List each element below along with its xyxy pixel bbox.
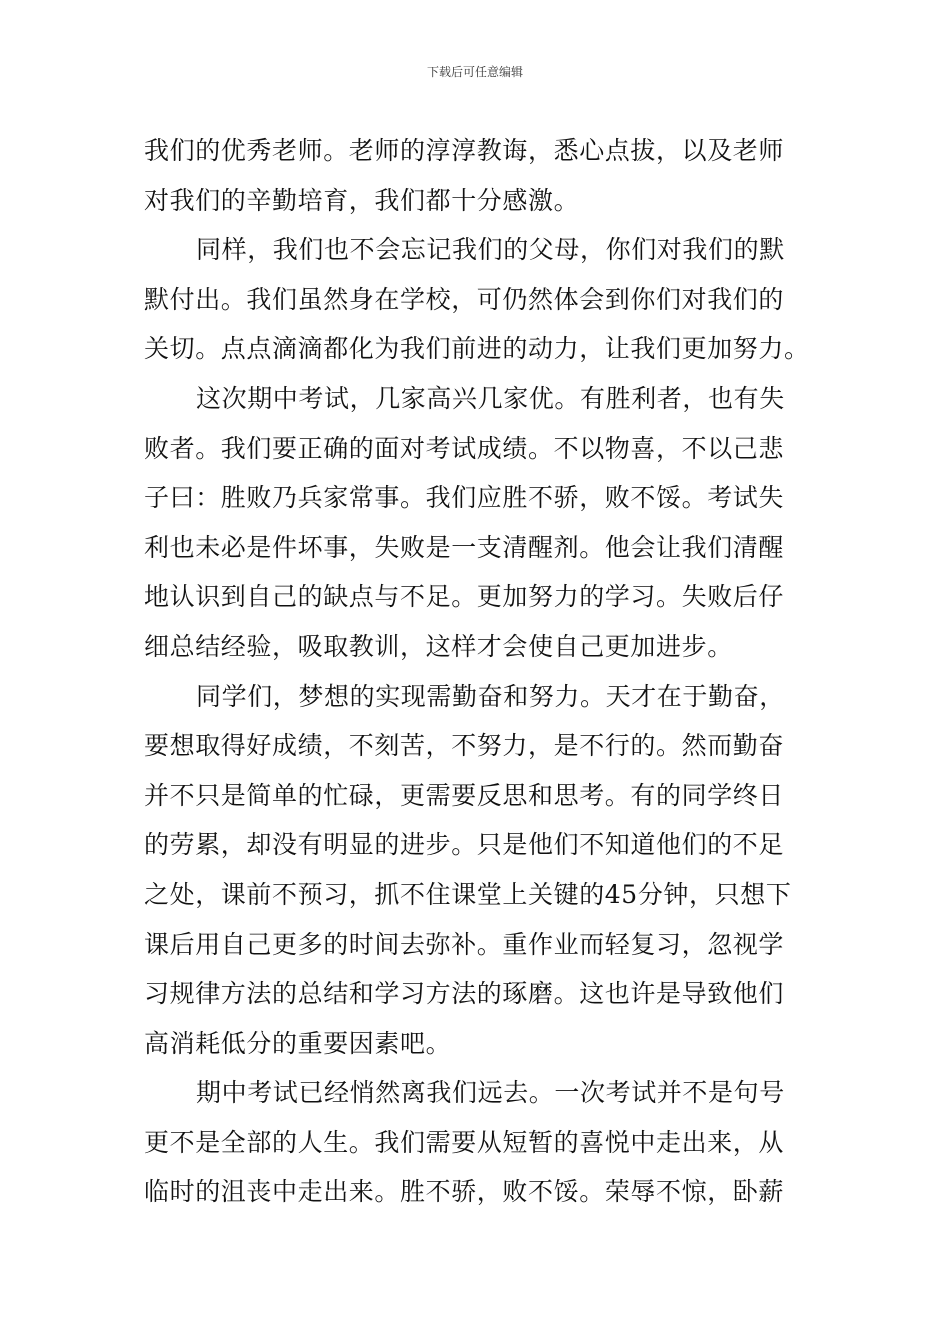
body-text	[144, 126, 808, 1217]
text-line: 的劳累，却没有明显的进步。只是他们不知道他们的不足	[144, 830, 785, 860]
text-line: 同样，我们也不会忘记我们的父母，你们对我们的默	[196, 235, 785, 265]
text-line: 习规律方法的总结和学习方法的琢磨。这也许是导致他们	[144, 979, 785, 1009]
text-line: 默付出。我们虽然身在学校，可仍然体会到你们对我们的	[144, 284, 785, 314]
text-line: 课后用自己更多的时间去弥补。重作业而轻复习，忽视学	[144, 929, 785, 959]
text-line: 子曰：胜败乃兵家常事。我们应胜不骄，败不馁。考试失	[144, 483, 785, 513]
paragraph	[144, 225, 808, 374]
text-line: 对我们的辛勤培育，我们都十分感激。	[144, 185, 580, 215]
paragraph	[144, 1068, 808, 1217]
text-line: 并不只是简单的忙碌，更需要反思和思考。有的同学终日	[144, 780, 785, 810]
paragraph	[144, 374, 808, 672]
text-line: 败者。我们要正确的面对考试成绩。不以物喜，不以己悲	[144, 433, 785, 463]
page-header-note: 下载后可任意编辑	[426, 65, 523, 79]
text-line: 临时的沮丧中走出来。胜不骄，败不馁。荣辱不惊，卧薪	[144, 1177, 785, 1207]
paragraph	[144, 126, 808, 225]
text-line: 更不是全部的人生。我们需要从短暂的喜悦中走出来，从	[144, 1127, 785, 1157]
text-line: 要想取得好成绩，不刻苦，不努力，是不行的。然而勤奋	[144, 731, 785, 761]
text-line: 关切。点点滴滴都化为我们前进的动力，让我们更加努力。	[144, 334, 810, 364]
text-line: 期中考试已经悄然离我们远去。一次考试并不是句号	[196, 1078, 785, 1108]
text-line: 我们的优秀老师。老师的淳淳教诲，悉心点拔，以及老师	[144, 136, 785, 165]
text-line: 地认识到自己的缺点与不足。更加努力的学习。失败后仔	[144, 582, 785, 612]
text-line: 之处，课前不预习，抓不住课堂上关键的45分钟，只想下	[144, 879, 792, 909]
text-line: 同学们，梦想的实现需勤奋和努力。天才在于勤奋，	[196, 681, 785, 711]
text-line: 高消耗低分的重要因素吧。	[144, 1028, 452, 1058]
text-line: 这次期中考试，几家高兴几家优。有胜利者，也有失	[196, 383, 785, 413]
text-line: 利也未必是件坏事，失败是一支清醒剂。他会让我们清醒	[144, 532, 785, 562]
paragraph	[144, 672, 808, 1069]
text-line: 细总结经验，吸取教训，这样才会使自己更加进步。	[144, 631, 733, 661]
